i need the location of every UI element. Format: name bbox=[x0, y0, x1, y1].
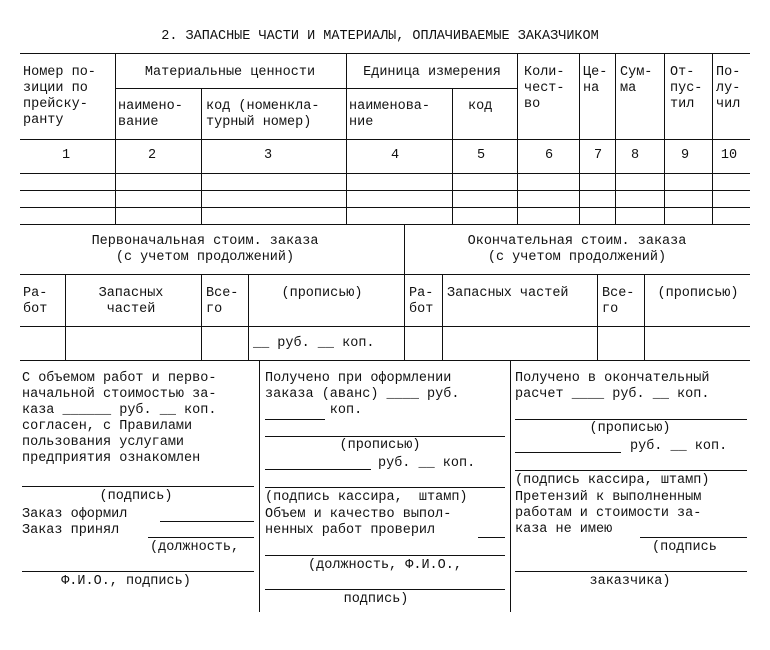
signature-line[interactable] bbox=[22, 486, 254, 487]
initial-rub-kop: __ руб. __ коп. bbox=[253, 336, 375, 351]
table-line bbox=[579, 53, 580, 224]
advance-rub-line[interactable] bbox=[265, 469, 371, 470]
table-line bbox=[65, 274, 66, 360]
header-material-values: Материальные ценности bbox=[144, 65, 316, 80]
final-spare-parts: Запасных частей bbox=[447, 286, 569, 301]
final-payment-text: Получено в окончательный расчет ____ руб. __ коп. bbox=[515, 371, 710, 402]
quality-check-line[interactable] bbox=[478, 537, 505, 538]
table-line bbox=[201, 274, 202, 360]
final-cashier-line[interactable] bbox=[515, 470, 747, 471]
column-number: 2 bbox=[147, 148, 157, 163]
header-price: Це- на bbox=[583, 65, 608, 96]
initial-total: Все- го bbox=[206, 286, 239, 317]
order-issued-label: Заказ оформил bbox=[22, 507, 128, 522]
final-works: Ра- бот bbox=[409, 286, 434, 317]
checker-position-caption: (должность, Ф.И.О., bbox=[308, 558, 462, 573]
header-quantity: Коли- чест- во bbox=[524, 65, 565, 112]
initial-cost-title: Первоначальная стоим. заказа (с учетом продолжений) bbox=[91, 234, 319, 265]
header-unit-code: код bbox=[468, 99, 493, 114]
section-divider bbox=[510, 360, 511, 612]
advance-rub-kop: руб. __ коп. bbox=[378, 456, 476, 471]
order-accepted-label: Заказ принял bbox=[22, 523, 120, 538]
quality-check-text: Объем и качество выпол- ненных работ проверил bbox=[265, 507, 452, 538]
table-line bbox=[248, 274, 249, 360]
header-material-code: код (номенкла- турный номер) bbox=[206, 99, 320, 130]
table-line bbox=[201, 88, 202, 224]
table-line bbox=[597, 274, 598, 360]
table-line bbox=[452, 88, 453, 224]
table-line bbox=[615, 53, 616, 224]
form-title: 2. ЗАПАСНЫЕ ЧАСТИ И МАТЕРИАЛЫ, ОПЛАЧИВАЕМЫЕ ЗАКАЗЧИКОМ bbox=[161, 29, 599, 44]
table-line bbox=[664, 53, 665, 224]
customer-signature-line[interactable] bbox=[515, 571, 747, 572]
table-line bbox=[346, 53, 347, 224]
cashier-line[interactable] bbox=[265, 487, 505, 488]
order-accepted-line[interactable] bbox=[148, 537, 254, 538]
header-released: От- пус- тил bbox=[670, 65, 703, 112]
column-number: 8 bbox=[630, 148, 640, 163]
name-signature-line[interactable] bbox=[22, 571, 254, 572]
table-line bbox=[20, 326, 750, 327]
final-cashier-caption: (подпись кассира, штамп) bbox=[515, 473, 710, 488]
cashier-caption: (подпись кассира, штамп) bbox=[265, 490, 468, 505]
column-number: 7 bbox=[593, 148, 603, 163]
table-line bbox=[20, 173, 750, 174]
header-received: По- лу- чил bbox=[716, 65, 741, 112]
final-total: Все- го bbox=[602, 286, 635, 317]
initial-spare-parts: Запасных частей bbox=[98, 286, 164, 317]
table-line bbox=[115, 88, 517, 89]
column-number: 9 bbox=[680, 148, 690, 163]
table-line bbox=[517, 53, 518, 224]
no-claims-line[interactable] bbox=[640, 537, 747, 538]
table-line bbox=[20, 360, 750, 361]
header-unit-name: наименова- ние bbox=[349, 99, 431, 130]
advance-words-line[interactable] bbox=[265, 436, 505, 437]
final-words-line[interactable] bbox=[515, 419, 747, 420]
table-line bbox=[442, 274, 443, 360]
table-line bbox=[115, 53, 116, 224]
final-cost-title: Окончательная стоим. заказа (с учетом продолжений) bbox=[467, 234, 687, 265]
column-number: 5 bbox=[476, 148, 486, 163]
checker-line[interactable] bbox=[265, 555, 505, 556]
header-sum: Сум- ма bbox=[620, 65, 653, 96]
initial-in-words: (прописью) bbox=[281, 286, 363, 301]
header-position-number: Номер по- зиции по прейску- ранту bbox=[23, 65, 96, 128]
advance-words-caption: (прописью) bbox=[339, 438, 421, 453]
section-divider bbox=[259, 360, 260, 612]
table-line bbox=[712, 53, 713, 224]
column-number: 10 bbox=[720, 148, 738, 163]
column-number: 1 bbox=[61, 148, 71, 163]
table-line bbox=[20, 139, 750, 140]
checker-signature-line[interactable] bbox=[265, 589, 505, 590]
table-line bbox=[404, 224, 405, 360]
table-line bbox=[20, 190, 750, 191]
position-caption: (должность, bbox=[150, 540, 240, 555]
table-line bbox=[20, 207, 750, 208]
final-rub-kop: руб. __ коп. bbox=[630, 439, 728, 454]
final-in-words: (прописью) bbox=[657, 286, 739, 301]
initial-works: Ра- бот bbox=[23, 286, 48, 317]
advance-amount-line[interactable] bbox=[265, 419, 325, 420]
checker-signature-caption: подпись) bbox=[343, 592, 409, 607]
header-material-name: наимено- вание bbox=[118, 99, 183, 130]
table-line bbox=[20, 53, 750, 54]
column-number: 4 bbox=[390, 148, 400, 163]
column-number: 3 bbox=[263, 148, 273, 163]
signature-caption: (подпись) bbox=[99, 489, 173, 504]
no-claims-text: Претензий к выполненным работам и стоимости за- каза не имею bbox=[515, 490, 702, 537]
header-unit: Единица измерения bbox=[363, 65, 501, 80]
table-line bbox=[20, 224, 750, 225]
name-signature-caption: Ф.И.О., подпись) bbox=[61, 574, 191, 589]
agreement-text: С объемом работ и перво- начальной стоимостью за- каза ______ руб. __ коп. согласен, с Правилами пользования услугами предприятия ознакомлен bbox=[22, 371, 217, 466]
table-line bbox=[20, 274, 750, 275]
customer-caption: заказчика) bbox=[589, 574, 671, 589]
final-words-caption: (прописью) bbox=[589, 421, 671, 436]
column-number: 6 bbox=[544, 148, 554, 163]
final-rub-line[interactable] bbox=[515, 452, 621, 453]
order-issued-line[interactable] bbox=[160, 521, 254, 522]
advance-text: Получено при оформлении заказа (аванс) ____ руб. коп. bbox=[265, 371, 460, 418]
customer-signature-caption: (подпись bbox=[652, 540, 717, 555]
table-line bbox=[644, 274, 645, 360]
